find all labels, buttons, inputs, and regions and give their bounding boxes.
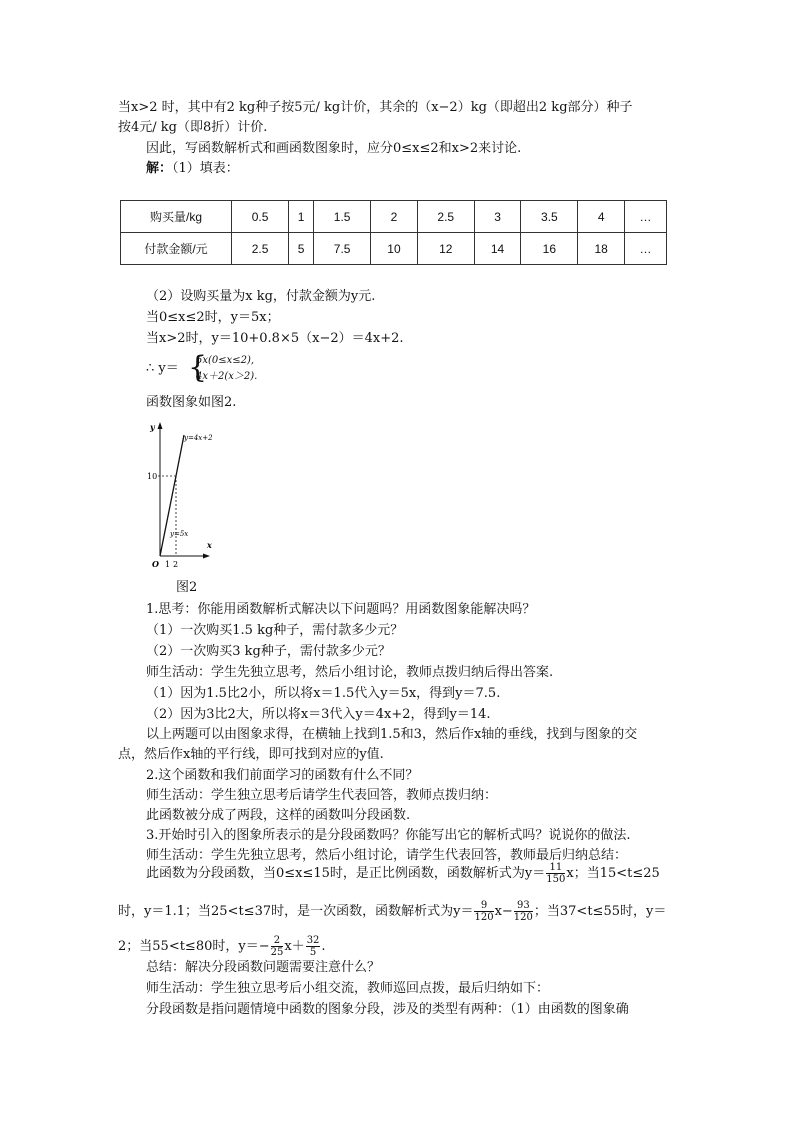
text-line: 3.开始时引入的图象所表示的是分段函数吗？你能写出它的解析式吗？说说你的做法. [146,828,631,843]
table-cell: … [624,201,666,233]
y-axis-arrow-icon [158,422,163,429]
tick-label: 10 [147,472,158,481]
text-line: 分段函数是指问题情境中函数的图象分段，涉及的类型有两种：（1）由函数的图象确 [146,1002,629,1017]
table-cell: 18 [578,233,624,265]
text-line: 师生活动：学生独立思考后请学生代表回答，教师点拨归纳： [146,788,498,803]
formula-text: x；当15<t≤25 [566,866,660,881]
tick-label: 1 [165,560,171,569]
fraction-numerator: 32 [306,935,320,946]
fill-table-label: （1）填表： [172,161,239,176]
segment-upper [176,435,184,476]
text-line: 点，然后作x轴的平行线，即可找到对应的y值. [118,747,384,762]
fraction [514,900,533,923]
origin-label: O [152,559,159,569]
formula-text: x− [494,904,513,919]
line-label-lower: y=5x [170,530,189,538]
piecewise-brace: { [188,350,208,385]
table-cell: 2 [371,201,417,233]
text-line: 1.思考：你能用函数解析式解决以下问题吗？用函数图象能解决吗？ [146,602,536,617]
fraction-denominator: 25 [270,947,284,958]
table-cell: 3.5 [521,201,578,233]
text-line: 函数图象如图2. [146,395,237,410]
formula-text: ；当37<t≤55时，y＝ [533,904,667,919]
text-line: 当x>2 时，其中有2 kg种子按5元/ kg计价，其余的（x−2）kg（即超出2 kg部分）种子 [118,100,633,115]
function-graph [140,418,220,578]
piecewise-lead: ∴ y＝ [146,361,179,376]
figure-caption: 图2 [176,580,198,595]
fraction [546,862,565,885]
table-cell: 3 [474,201,520,233]
formula-line [118,900,673,923]
text-line: 师生活动：学生独立思考后小组交流，教师巡回点拨，最后归纳如下： [146,981,550,996]
fraction-denominator: 120 [513,912,533,923]
solution-label: 解： [146,161,173,176]
text-line: 师生活动：学生先独立思考，然后小组讨论，教师点拨归纳后得出答案. [146,665,554,680]
fraction-numerator: 9 [474,900,493,912]
table-cell: 0.5 [232,201,289,233]
formula-line [118,935,673,958]
fraction [474,900,493,923]
segment-lower [160,476,176,556]
table-header-cell: 购买量/kg [121,201,232,233]
text-line: 师生活动：学生先独立思考，然后小组讨论，请学生代表回答，教师最后归纳总结： [146,848,628,863]
table-header-cell: 付款金额/元 [121,233,232,265]
fraction [271,935,284,958]
tick-label: 2 [173,560,179,569]
text-line: 按4元/ kg（即8折）计价. [118,120,268,135]
fraction [306,935,321,958]
formula-text: 时，y＝1.1；当25<t≤37时，是一次函数，函数解析式为y＝ [118,904,474,919]
table-cell: … [624,233,666,265]
y-axis-label: y [150,422,155,432]
text-line: 此函数被分成了两段，这样的函数叫分段函数. [146,808,411,823]
text-line: （2）一次购买3 kg种子，需付款多少元？ [146,644,391,659]
table-cell: 12 [417,233,474,265]
text-line: （2）设购买量为x kg，付款金额为y元. [146,289,376,304]
text-line: 2.这个函数和我们前面学习的函数有什么不同？ [146,768,419,783]
text-line: 当x>2时，y＝10+0.8×5（x−2）＝4x+2. [146,331,404,346]
text-line: 总结：解决分段函数问题需要注意什么？ [146,960,381,975]
formula-text: 2；当55<t≤80时，y＝− [118,939,270,954]
formula-text: x＋ [284,939,305,954]
fraction-numerator: 93 [514,900,533,912]
formula-text: 此函数为分段函数，当0≤x≤15时，是正比例函数，函数解析式为y＝ [146,866,546,881]
table-cell: 10 [371,233,417,265]
text-line: 以上两题可以由图象求得，在横轴上找到1.5和3，然后作x轴的垂线，找到与图象的交 [146,727,638,742]
table-cell: 5 [289,233,314,265]
fraction-numerator: 2 [271,935,284,947]
fraction-denominator: 150 [546,874,566,885]
table-cell: 2.5 [232,233,289,265]
fraction-denominator: 120 [474,912,494,923]
table-row [121,201,667,233]
line-label-upper: y=4x+2 [184,434,213,442]
text-line: （1）因为1.5比2小，所以将x＝1.5代入y＝5x，得到y＝7.5. [146,686,501,701]
text-line: 当0≤x≤2时，y＝5x； [146,310,280,325]
x-axis-label: x [207,540,212,550]
text-line: 因此，写函数解析式和画函数图象时，应分0≤x≤2和x>2来讨论. [146,141,522,156]
formula-text: . [321,939,326,954]
table-cell: 14 [474,233,520,265]
piecewise-case: 4x＋2(x＞2). [196,371,258,382]
text-line: （2）因为3比2大，所以将x＝3代入y＝4x+2，得到y＝14. [146,707,491,722]
text-line: （1）一次购买1.5 kg种子，需付款多少元？ [146,623,404,638]
text-line [146,159,701,179]
table-row [121,233,667,265]
table-cell: 4 [578,201,624,233]
table-cell: 16 [521,233,578,265]
piecewise-case: 5x(0≤x≤2), [196,355,255,366]
fraction-numerator: 11 [546,862,565,874]
x-axis-arrow-icon [203,554,210,559]
table-cell: 1 [289,201,314,233]
formula-line [146,862,701,885]
price-table [120,200,667,265]
table-cell: 1.5 [314,201,371,233]
fraction-denominator: 5 [309,947,317,958]
table-cell: 2.5 [417,201,474,233]
table-cell: 7.5 [314,233,371,265]
